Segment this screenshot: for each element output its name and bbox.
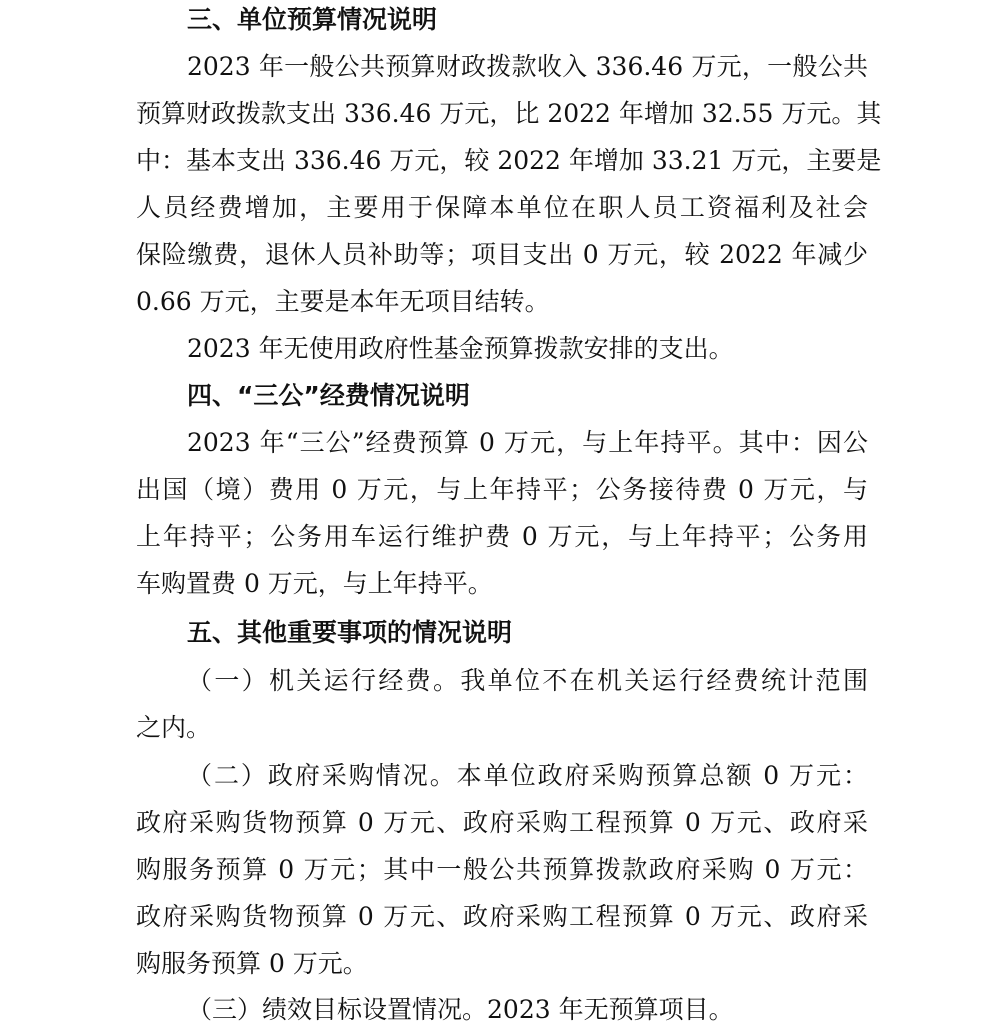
paragraph-line: 人员经费增加，主要用于保障本单位在职人员工资福利及社会	[136, 193, 868, 222]
paragraph-line: 车购置费 0 万元，与上年持平。	[136, 569, 493, 598]
paragraph-line: 上年持平；公务用车运行维护费 0 万元，与上年持平；公务用	[136, 522, 868, 551]
section-heading-budget: 三、单位预算情况说明	[187, 5, 438, 34]
paragraph-line: （三）绩效目标设置情况。2023 年无预算项目。	[187, 995, 734, 1024]
paragraph-line: 预算财政拨款支出 336.46 万元，比 2022 年增加 32.55 万元。其	[136, 99, 882, 128]
paragraph-line: 购服务预算 0 万元。	[136, 949, 368, 978]
paragraph-line: （一）机关运行经费。我单位不在机关运行经费统计范围	[187, 666, 868, 695]
paragraph-line: 之内。	[136, 713, 212, 742]
paragraph-line: 政府采购货物预算 0 万元、政府采购工程预算 0 万元、政府采	[136, 902, 868, 931]
paragraph-line: 保险缴费，退休人员补助等；项目支出 0 万元，较 2022 年减少	[136, 240, 868, 269]
paragraph-line: 0.66 万元，主要是本年无项目结转。	[136, 287, 550, 316]
section-heading-three-public: 四、“三公”经费情况说明	[187, 381, 470, 410]
paragraph-line: 出国（境）费用 0 万元，与上年持平；公务接待费 0 万元，与	[136, 475, 868, 504]
paragraph-line: 购服务预算 0 万元；其中一般公共预算拨款政府采购 0 万元：	[136, 855, 868, 884]
paragraph-line: 政府采购货物预算 0 万元、政府采购工程预算 0 万元、政府采	[136, 808, 868, 837]
paragraph-line: 2023 年一般公共预算财政拨款收入 336.46 万元，一般公共	[187, 52, 868, 81]
paragraph-line: 2023 年“三公”经费预算 0 万元，与上年持平。其中：因公	[187, 428, 868, 457]
paragraph-line: （二）政府采购情况。本单位政府采购预算总额 0 万元：	[187, 761, 868, 790]
paragraph-line: 中：基本支出 336.46 万元，较 2022 年增加 33.21 万元，主要是	[136, 146, 882, 175]
paragraph-line: 2023 年无使用政府性基金预算拨款安排的支出。	[187, 334, 734, 363]
section-heading-other-matters: 五、其他重要事项的情况说明	[187, 618, 513, 647]
